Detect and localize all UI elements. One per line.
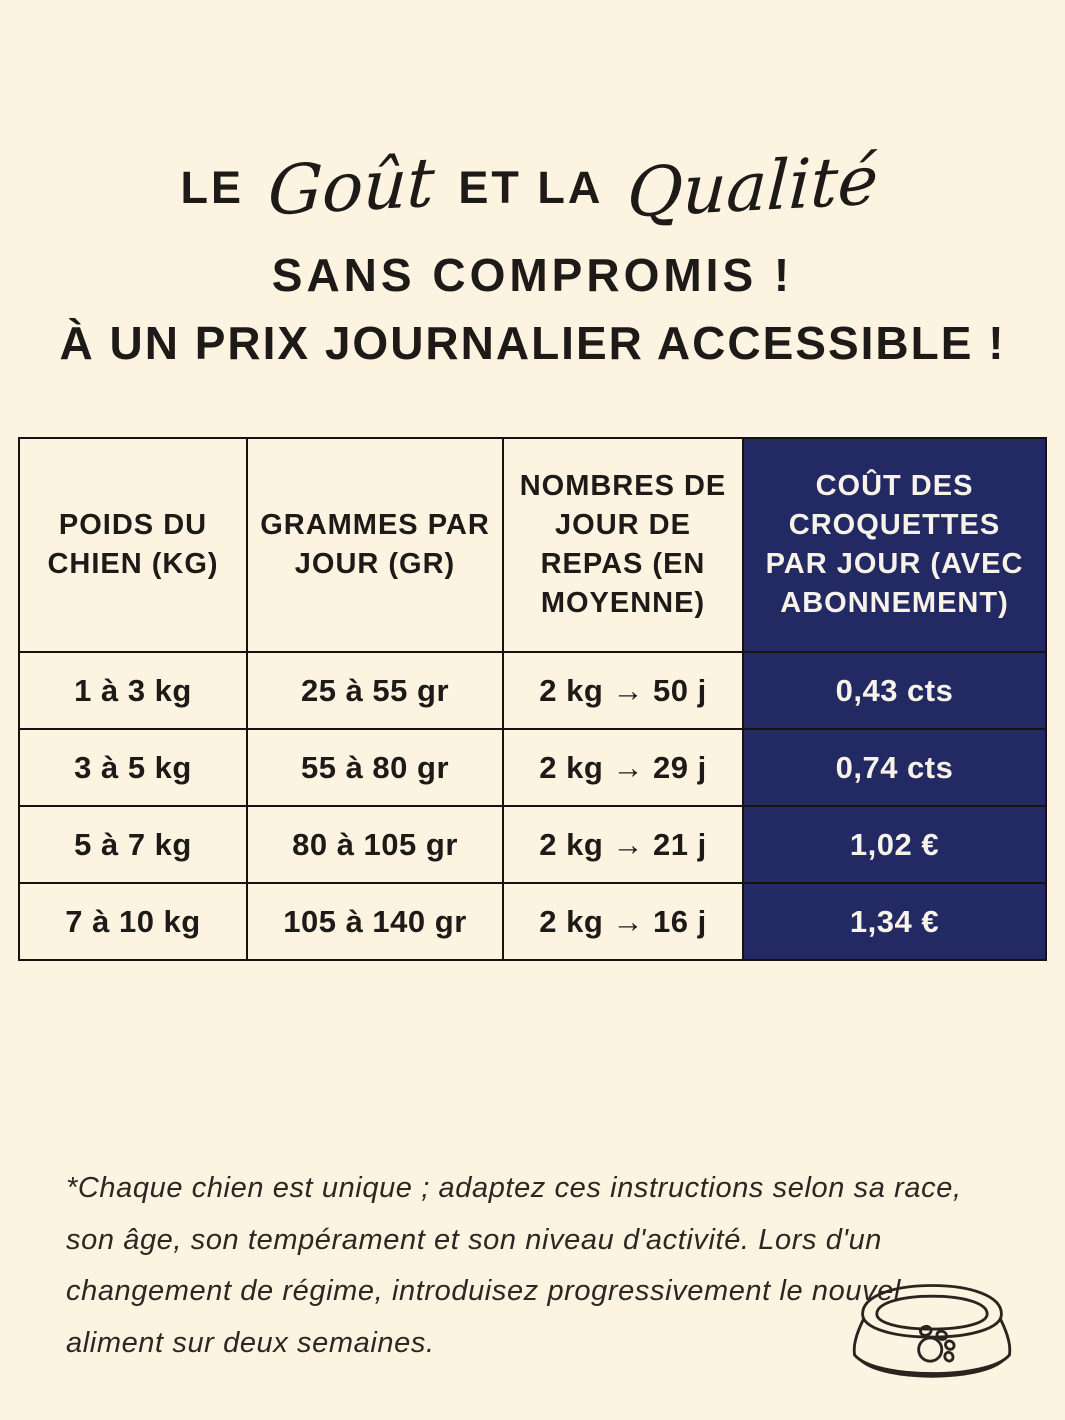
cell-days: 2 kg → 21 j xyxy=(503,806,743,883)
header-grammes-par-jour: GRAMMES PAR JOUR (GR) xyxy=(247,438,503,652)
cell-grams: 80 à 105 gr xyxy=(247,806,503,883)
title-line-1 xyxy=(0,138,1065,238)
title-word-et-la: ET LA xyxy=(458,162,604,213)
header-poids-du-chien: POIDS DU CHIEN (KG) xyxy=(19,438,247,652)
table-row xyxy=(19,883,1046,960)
cell-cost: 0,74 cts xyxy=(743,729,1046,806)
cell-weight: 1 à 3 kg xyxy=(19,652,247,729)
title-word-le: LE xyxy=(180,162,244,213)
title-script-gout: Goût xyxy=(266,143,437,232)
title-line-2: SANS COMPROMIS ! xyxy=(271,249,794,301)
table-header-row xyxy=(19,438,1046,652)
header-cout-croquettes: COÛT DES CROQUETTES PAR JOUR (AVEC ABONNEMENT) xyxy=(743,438,1046,652)
dog-bowl-icon xyxy=(843,1268,1021,1408)
table-row xyxy=(19,652,1046,729)
title-line-3: À UN PRIX JOURNALIER ACCESSIBLE ! xyxy=(59,317,1006,369)
footnote-text: *Chaque chien est unique ; adaptez ces instructions selon sa race, son âge, son tempérament et son niveau d'activité. Lors d'un changement de régime, introduisez progressivement le nouvel aliment sur deux semaines. xyxy=(66,1172,962,1359)
header-nombres-de-jour: NOMBRES DE JOUR DE REPAS (EN MOYENNE) xyxy=(503,438,743,652)
cell-cost: 0,43 cts xyxy=(743,652,1046,729)
table-row xyxy=(19,806,1046,883)
cell-cost: 1,02 € xyxy=(743,806,1046,883)
cell-weight: 5 à 7 kg xyxy=(19,806,247,883)
cell-grams: 55 à 80 gr xyxy=(247,729,503,806)
cell-grams: 25 à 55 gr xyxy=(247,652,503,729)
title-script-qualite: Qualité xyxy=(625,141,881,234)
cell-days: 2 kg → 50 j xyxy=(503,652,743,729)
cell-days: 2 kg → 29 j xyxy=(503,729,743,806)
feeding-cost-table xyxy=(18,437,1047,961)
cell-grams: 105 à 140 gr xyxy=(247,883,503,960)
cell-weight: 7 à 10 kg xyxy=(19,883,247,960)
cell-days: 2 kg → 16 j xyxy=(503,883,743,960)
cell-cost: 1,34 € xyxy=(743,883,1046,960)
page-title xyxy=(0,138,1065,370)
table-row xyxy=(19,729,1046,806)
cell-weight: 3 à 5 kg xyxy=(19,729,247,806)
